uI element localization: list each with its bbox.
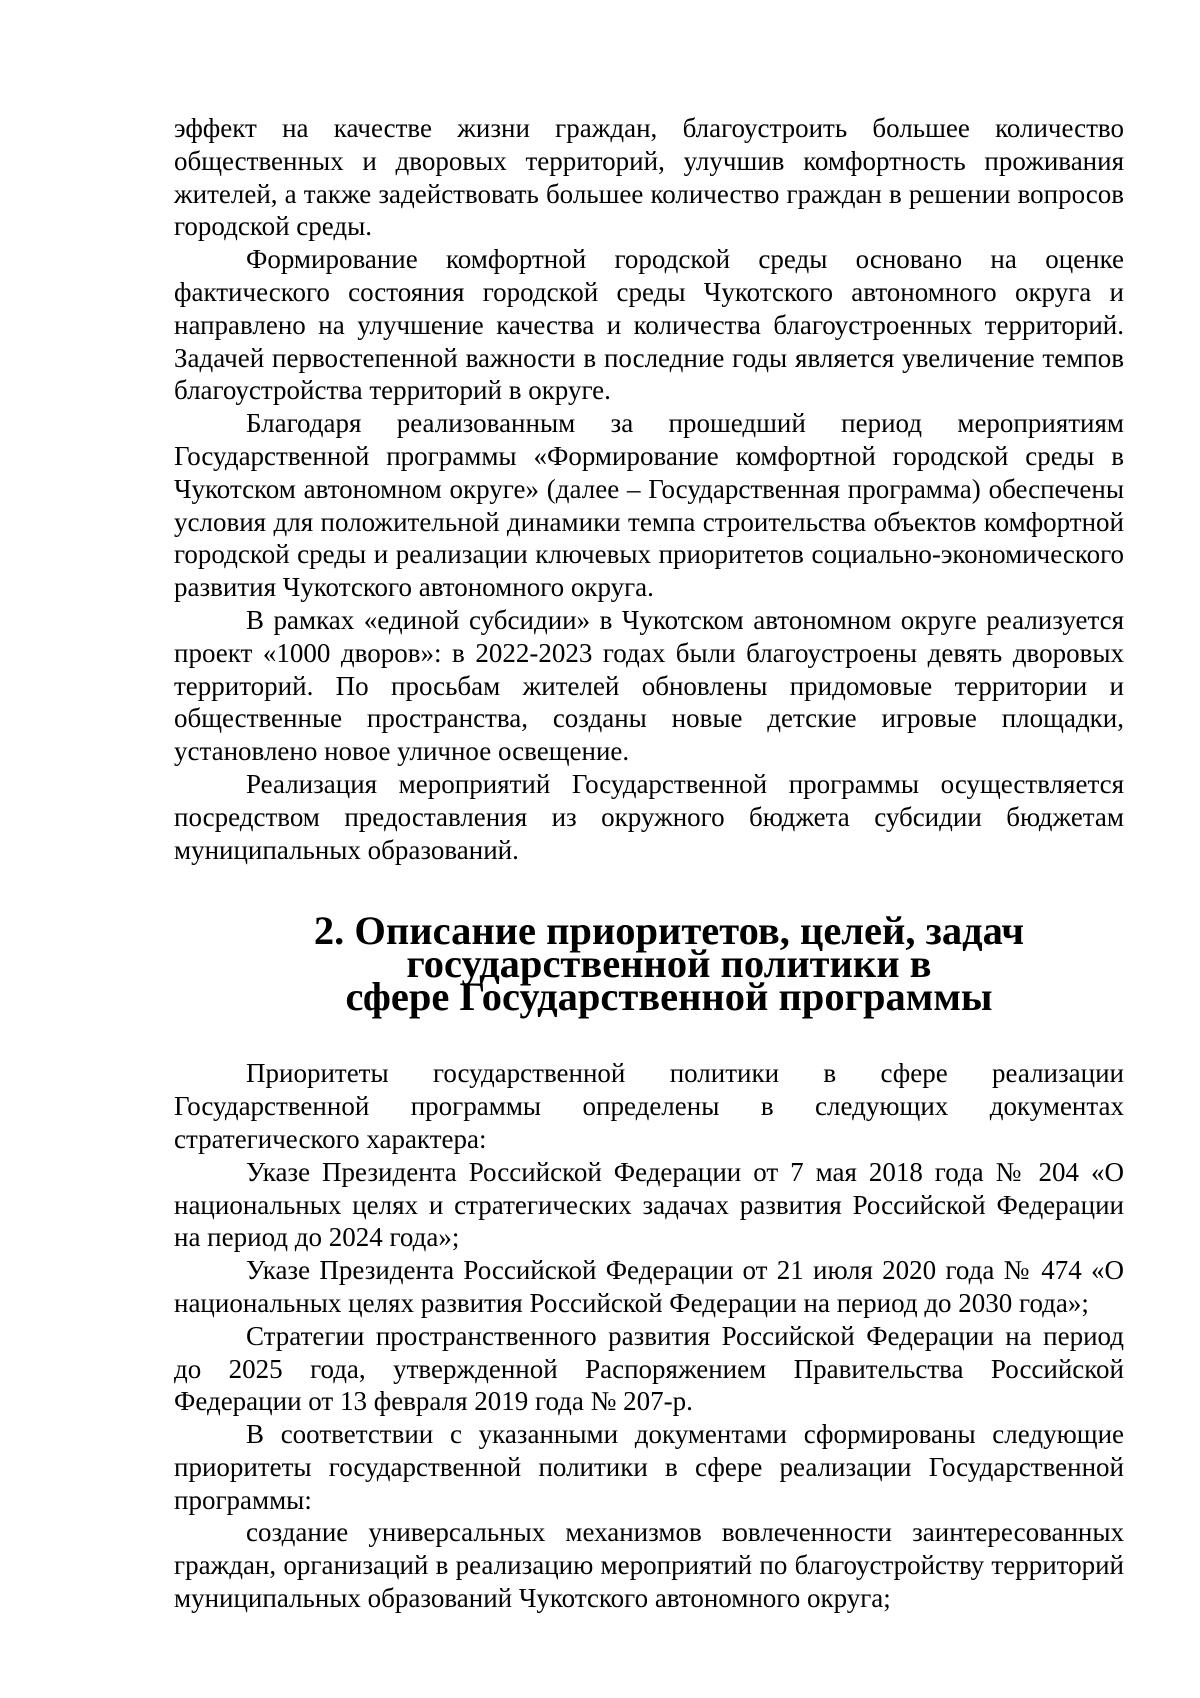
paragraph-urban-environment: Формирование комфортной городской среды основано на оценке фактического состояния городской среды Чукотского автономного округа и направлено на улучшение качества и количества благоустроенных территорий. Задачей первостепенной важности в последние годы является увеличение темпов благоустройства территорий в округе. — [174, 244, 1124, 406]
paragraph-decree-204: Указе Президента Российской Федерации от 7 мая 2018 года № 204 «О национальных целях и стратегических задачах развития Российской Федерации на период до 2024 года»; — [174, 1156, 1124, 1253]
paragraph-priorities-formed: В соответствии с указанными документами сформированы следующие приоритеты государственной политики в сфере реализации Государственной программы: — [174, 1419, 1124, 1515]
paragraph-subsidies: Реализация мероприятий Государственной программы осуществляется посредством предоставления из окружного бюджета субсидии бюджетам муниципальных образований. — [174, 768, 1124, 865]
paragraph-1000-yards: В рамках «единой субсидии» в Чукотском автономном округе реализуется проект «1000 дворов»: в 2022-2023 годах были благоустроены девять дворовых территорий. По просьбам жителей обновлены придомовые территории и общественные пространства, созданы новые детские игровые площадки, установлено новое уличное освещение. — [174, 604, 1124, 767]
paragraph-program-results: Благодаря реализованным за прошедший период мероприятиям Государственной программы «Формирование комфортной городской среды в Чукотском автономном округе» (далее – Государственная программа) обеспечены условия для положительной динамики темпа строительства объектов комфортной городской среды и реализации ключевых приоритетов социально-экономического развития Чукотского автономного округа. — [174, 408, 1124, 603]
paragraph-mechanisms: создание универсальных механизмов вовлеченности заинтересованных граждан, организаций в реализацию мероприятий по благоустройству территорий муниципальных образований Чукотского автономного округа; — [174, 1517, 1124, 1614]
section-heading-line-2: сфере Государственной программы — [345, 974, 993, 1020]
section-heading-line-1: 2. Описание приоритетов, целей, задач государственной политики в — [313, 908, 1025, 987]
section-heading — [174, 908, 1124, 1020]
paragraph-priorities-intro: Приоритеты государственной политики в сфере реализации Государственной программы определены в следующих документах стратегического характера: — [174, 1058, 1124, 1154]
paragraph-continuation: эффект на качестве жизни граждан, благоустроить большее количество общественных и дворовых территорий, улучшив комфортность проживания жителей, а также задействовать большее количество граждан в решении вопросов городской среды. — [174, 113, 1124, 242]
paragraph-spatial-strategy: Стратегии пространственного развития Российской Федерации на период до 2025 года, утвержденной Распоряжением Правительства Российской Федерации от 13 февраля 2019 года № 207-р. — [174, 1320, 1124, 1417]
document-page — [174, 112, 1124, 1615]
paragraph-decree-474: Указе Президента Российской Федерации от 21 июля 2020 года № 474 «О национальных целях развития Российской Федерации на период до 2030 года»; — [174, 1255, 1124, 1318]
